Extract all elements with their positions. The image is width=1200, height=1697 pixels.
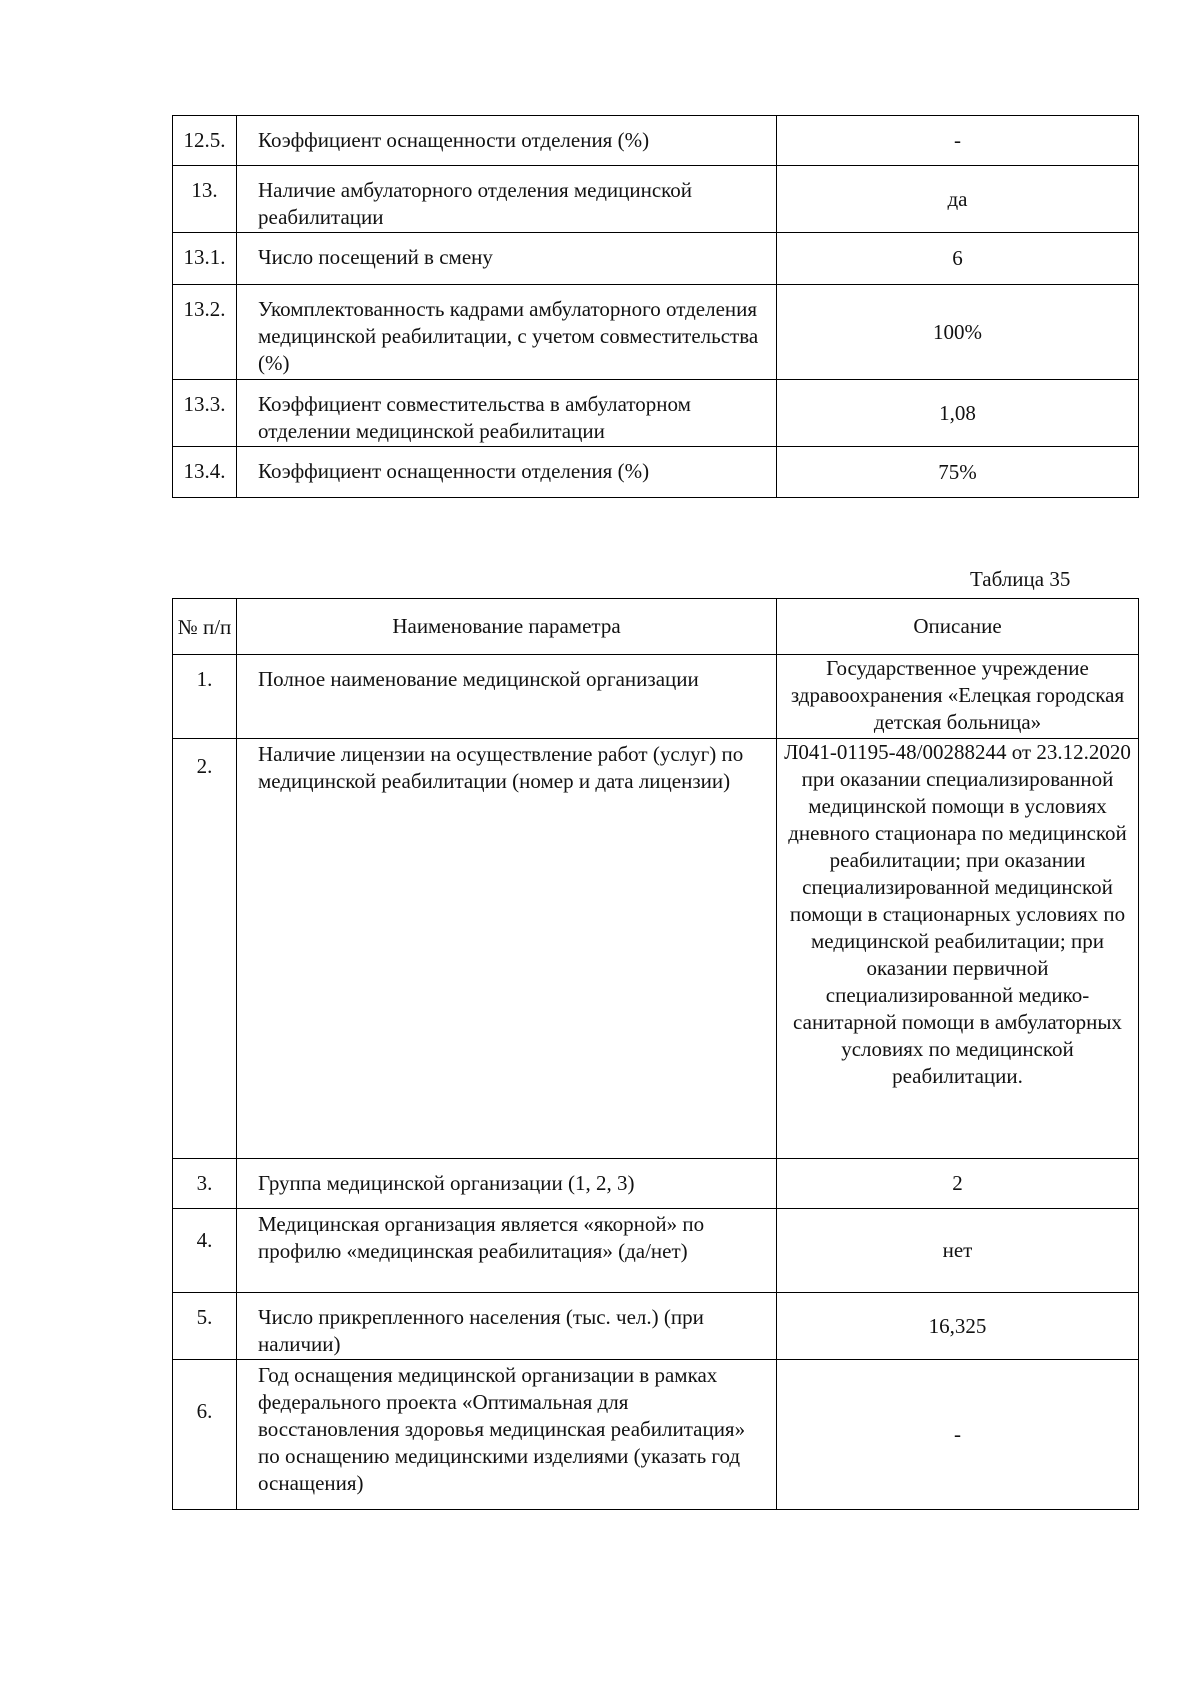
row-number: 13.4. [173, 447, 237, 498]
row-number: 13.1. [173, 233, 237, 285]
row-parameter: Группа медицинской организации (1, 2, 3) [237, 1159, 777, 1209]
table-row [173, 447, 1139, 498]
table-row [173, 233, 1139, 285]
table-row [173, 1293, 1139, 1360]
row-parameter: Укомплектованность кадрами амбулаторного отделения медицинской реабилитации, с учетом совместительства (%) [237, 285, 777, 380]
header-number: № п/п [173, 599, 237, 655]
table-row [173, 739, 1139, 1159]
table-row [173, 655, 1139, 739]
row-parameter: Коэффициент оснащенности отделения (%) [237, 116, 777, 166]
row-parameter: Коэффициент оснащенности отделения (%) [237, 447, 777, 498]
table-row [173, 1360, 1139, 1510]
row-value: 75% [777, 447, 1139, 498]
header-description: Описание [777, 599, 1139, 655]
row-parameter: Наличие лицензии на осуществление работ (услуг) по медицинской реабилитации (номер и дата лицензии) [237, 739, 777, 1159]
table-row [173, 1159, 1139, 1209]
row-value: 6 [777, 233, 1139, 285]
row-value: нет [777, 1209, 1139, 1293]
row-value: - [777, 116, 1139, 166]
row-number: 3. [173, 1159, 237, 1209]
table-row [173, 1209, 1139, 1293]
row-value: 2 [777, 1159, 1139, 1209]
row-parameter: Коэффициент совместительства в амбулаторном отделении медицинской реабилитации [237, 380, 777, 447]
table-row [173, 116, 1139, 166]
row-value: Государственное учреждение здравоохранения «Елецкая городская детская больница» [777, 655, 1139, 739]
table-header-row [173, 599, 1139, 655]
row-number: 13.3. [173, 380, 237, 447]
table-caption: Таблица 35 [970, 567, 1071, 591]
row-value: Л041-01195-48/00288244 от 23.12.2020 при оказании специализированной медицинской помощи в условиях дневного стационара по медицинской реабилитации; при оказании специализированной медицинской помощи в стационарных условиях по медицинской реабилитации; при оказании первичной специализированной медико-санитарной помощи в амбулаторных условиях по медицинской реабилитации. [777, 739, 1139, 1159]
row-number: 13.2. [173, 285, 237, 380]
row-value: 100% [777, 285, 1139, 380]
row-parameter: Медицинская организация является «якорной» по профилю «медицинская реабилитация» (да/нет) [237, 1209, 777, 1293]
row-number: 6. [173, 1360, 237, 1510]
row-number: 12.5. [173, 116, 237, 166]
row-number: 1. [173, 655, 237, 739]
row-parameter: Число прикрепленного населения (тыс. чел.) (при наличии) [237, 1293, 777, 1360]
table-row [173, 285, 1139, 380]
row-value: да [777, 166, 1139, 233]
row-number: 13. [173, 166, 237, 233]
row-parameter: Число посещений в смену [237, 233, 777, 285]
row-parameter: Наличие амбулаторного отделения медицинской реабилитации [237, 166, 777, 233]
row-number: 4. [173, 1209, 237, 1293]
table-row [173, 380, 1139, 447]
row-value: - [777, 1360, 1139, 1510]
row-number: 5. [173, 1293, 237, 1360]
row-number: 2. [173, 739, 237, 1159]
parameters-table-continued [172, 115, 1139, 498]
row-value: 1,08 [777, 380, 1139, 447]
table-row [173, 166, 1139, 233]
row-parameter: Полное наименование медицинской организации [237, 655, 777, 739]
row-value: 16,325 [777, 1293, 1139, 1360]
organization-parameters-table [172, 598, 1139, 1510]
header-parameter: Наименование параметра [237, 599, 777, 655]
row-parameter: Год оснащения медицинской организации в рамках федерального проекта «Оптимальная для восстановления здоровья медицинская реабилитация» по оснащению медицинскими изделиями (указать год оснащения) [237, 1360, 777, 1510]
